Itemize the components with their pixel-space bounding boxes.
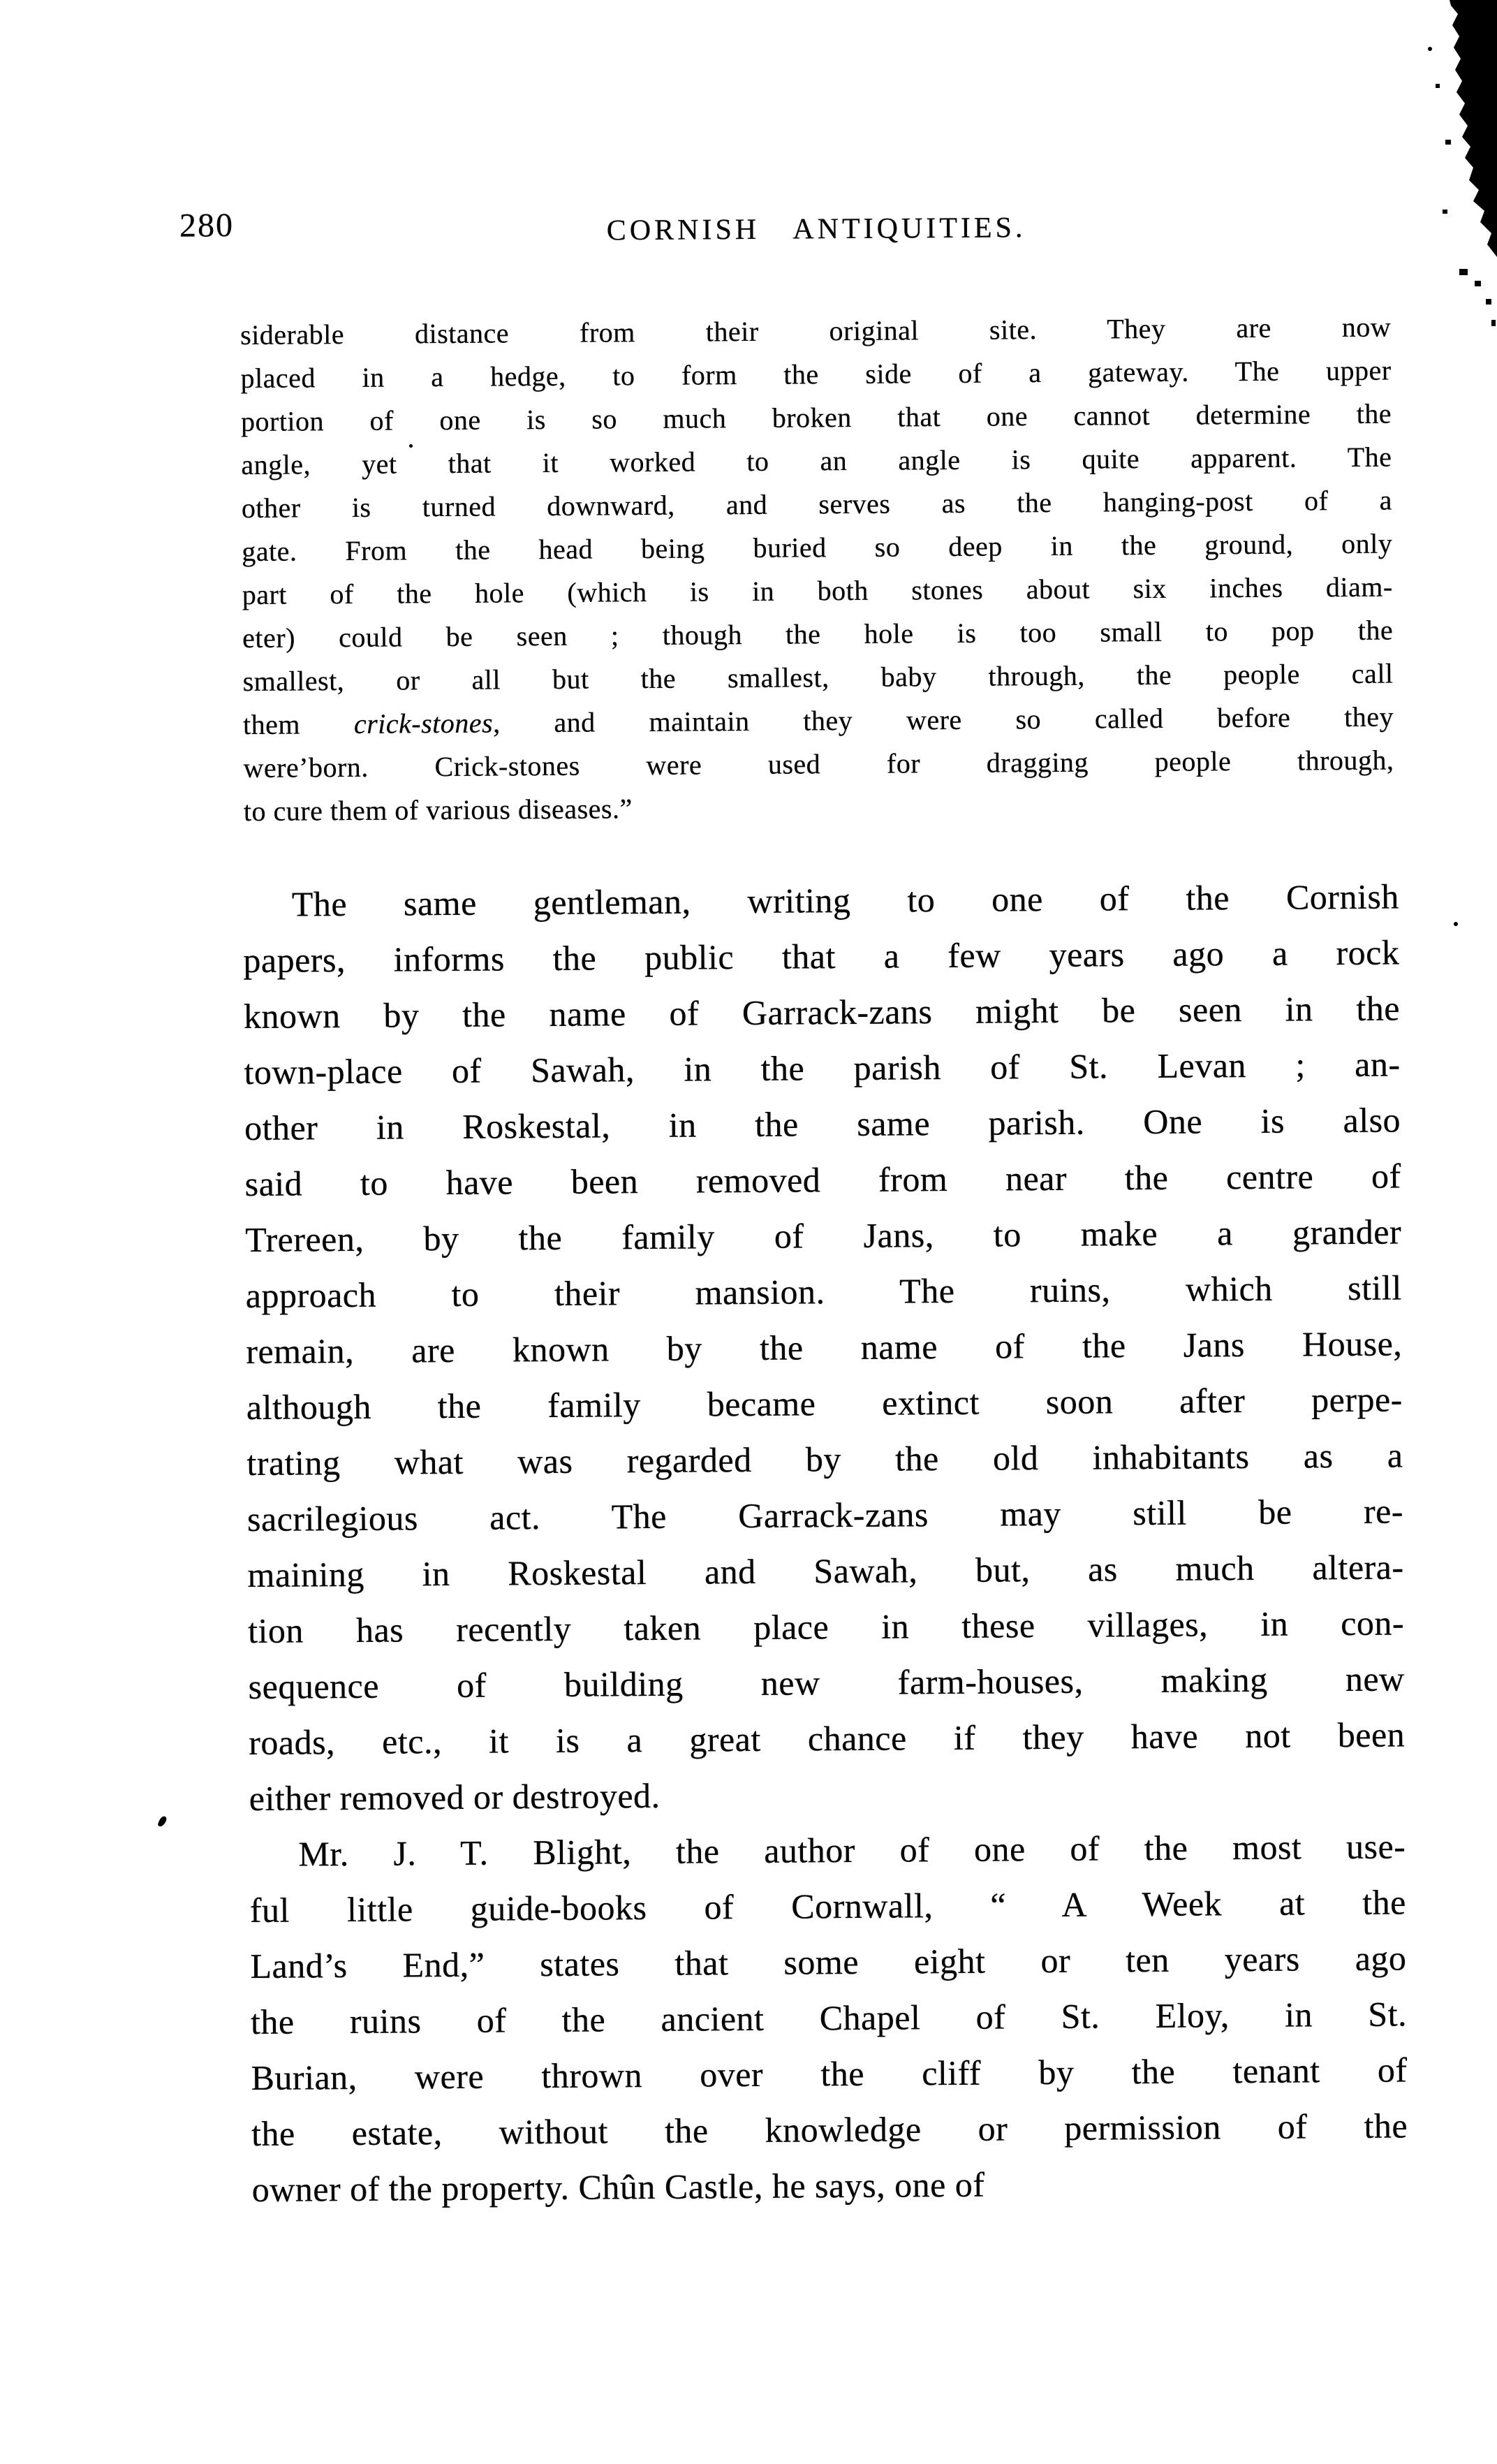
- text-line: town-place of Sawah, in the parish of St. Levan ; an-: [244, 1044, 1401, 1092]
- text-line: gate. From the head being buried so deep in the ground, only: [242, 527, 1393, 568]
- text-line: said to have been removed from near the centre of: [244, 1156, 1401, 1204]
- text-line: known by the name of Garrack-zans might be seen in the: [243, 988, 1401, 1036]
- text-line: the ruins of the ancient Chapel of St. Eloy, in St.: [250, 1994, 1408, 2042]
- quote-block: [240, 306, 1394, 833]
- text-line: sacrilegious act. The Garrack-zans may still be re-: [246, 1491, 1404, 1539]
- text-line: placed in a hedge, to form the side of a gateway. The upper: [240, 354, 1392, 395]
- text-line: siderable distance from their original site. They are now: [240, 311, 1392, 351]
- text-line: were’born. Crick-stones were used for dragging people through,: [243, 744, 1394, 784]
- text-line: to cure them of various diseases.”: [243, 793, 633, 828]
- text-line: Mr. J. T. Blight, the author of one of the most use-: [298, 1826, 1406, 1874]
- text-line: roads, etc., it is a great chance if they have not been: [249, 1715, 1406, 1763]
- text-line: Land’s End,” states that some eight or ten years ago: [250, 1938, 1407, 1986]
- text-line: other is turned downward, and serves as the hanging-post of a: [241, 484, 1393, 525]
- text-line: remain, are known by the name of the Jans House,: [246, 1323, 1403, 1372]
- text-line: portion of one is so much broken that one cannot determine the: [240, 397, 1392, 438]
- text-line: sequence of building new farm-houses, making new: [248, 1659, 1405, 1707]
- text-line: other in Roskestal, in the same parish. One is also: [244, 1100, 1401, 1148]
- text-line: The same gentleman, writing to one of the Cornish: [291, 877, 1400, 924]
- text-line: although the family became extinct soon after perpe-: [246, 1379, 1403, 1428]
- text-line: ful little guide-books of Cornwall, “ A Week at the: [249, 1882, 1407, 1930]
- text-line: eter) could be seen ; though the hole is too small to pop the: [242, 614, 1394, 654]
- text-line: owner of the property. Chûn Castle, he says, one of: [251, 2164, 985, 2210]
- text-line: them crick-stones, and maintain they were so called before they: [242, 701, 1394, 741]
- text-line: part of the hole (which is in both stones about six inches diam-: [242, 571, 1393, 611]
- text-line: maining in Roskestal and Sawah, but, as much altera-: [247, 1547, 1404, 1595]
- text-line: Trereen, by the family of Jans, to make a grander: [245, 1212, 1402, 1260]
- text-line: the estate, without the knowledge or permission of the: [251, 2106, 1408, 2154]
- text-line: angle, yet that it worked to an angle is quite apparent. The: [241, 441, 1392, 481]
- text-line: either removed or destroyed.: [249, 1775, 661, 1819]
- text-line: tion has recently taken place in these villages, in con-: [247, 1603, 1405, 1651]
- page-number: 280: [179, 207, 235, 244]
- text-line: approach to their mansion. The ruins, which still: [245, 1268, 1402, 1316]
- text-line: Burian, were thrown over the cliff by the tenant of: [251, 2050, 1408, 2098]
- text-line: papers, informs the public that a few years ago a rock: [243, 932, 1400, 981]
- body-text: [243, 868, 1408, 2217]
- text-line: smallest, or all but the smallest, baby through, the people call: [242, 657, 1394, 698]
- text-line: trating what was regarded by the old inhabitants as a: [246, 1435, 1403, 1483]
- page-title: CORNISH ANTIQUITIES.: [606, 212, 1026, 247]
